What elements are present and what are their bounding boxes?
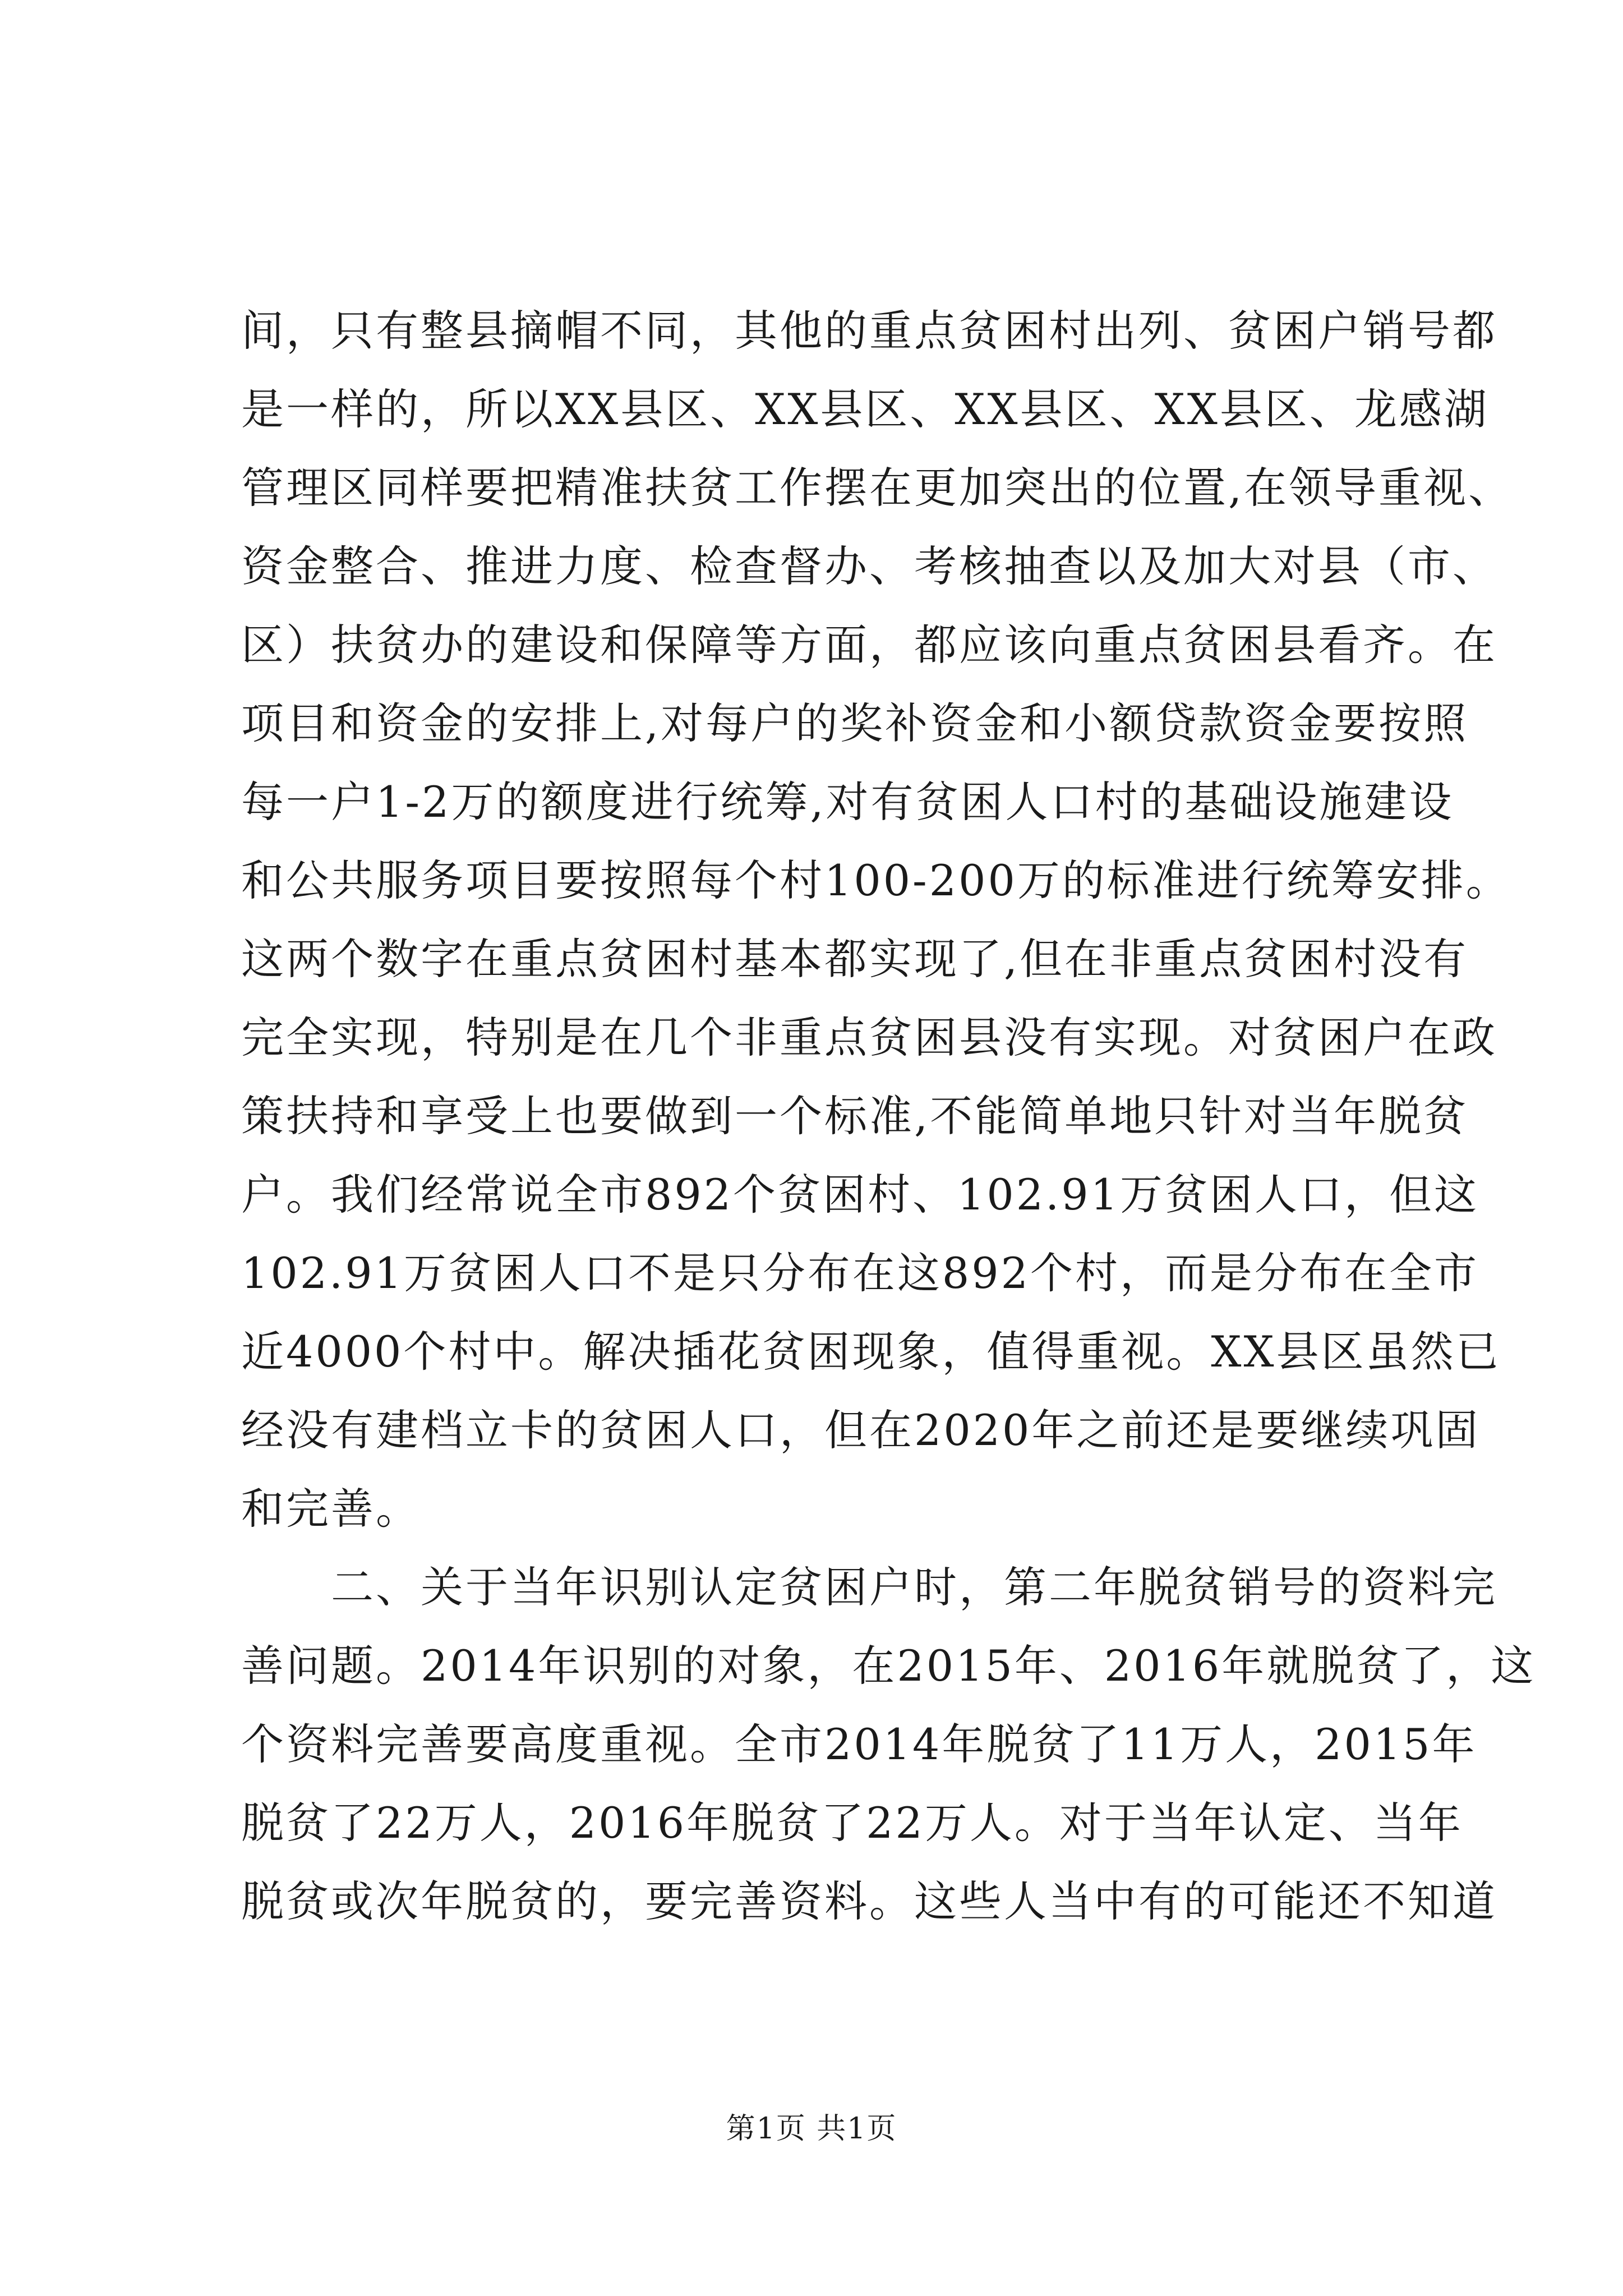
text-line: 策扶持和享受上也要做到一个标准,不能简单地只针对当年脱贫 bbox=[241, 1091, 1469, 1141]
text-line: 经没有建档立卡的贫困人口，但在2020年之前还是要继续巩固 bbox=[241, 1405, 1481, 1455]
text-line: 和公共服务项目要按照每个村100-200万的标准进行统筹安排。 bbox=[241, 855, 1511, 905]
document-body bbox=[241, 292, 1536, 1941]
text-line: 和完善。 bbox=[241, 1484, 421, 1534]
page-footer: 第1页 共1页 bbox=[726, 2112, 897, 2146]
text-line: 项目和资金的安排上,对每户的奖补资金和小额贷款资金要按照 bbox=[241, 698, 1469, 748]
text-line: 近4000个村中。解决插花贫困现象，值得重视。XX县区虽然已 bbox=[241, 1327, 1501, 1377]
text-line: 区）扶贫办的建设和保障等方面，都应该向重点贫困县看齐。在 bbox=[241, 620, 1497, 670]
text-line: 个资料完善要高度重视。全市2014年脱贫了11万人，2015年 bbox=[241, 1719, 1477, 1769]
text-line: 善问题。2014年识别的对象，在2015年、2016年就脱贫了，这 bbox=[241, 1641, 1536, 1691]
text-line: 完全实现，特别是在几个非重点贫困县没有实现。对贫困户在政 bbox=[241, 1013, 1497, 1062]
text-line: 脱贫了22万人，2016年脱贫了22万人。对于当年认定、当年 bbox=[241, 1798, 1463, 1848]
text-line: 资金整合、推进力度、检查督办、考核抽查以及加大对县（市、 bbox=[241, 541, 1497, 591]
text-line: 户。我们经常说全市892个贫困村、102.91万贫困人口，但这 bbox=[241, 1170, 1479, 1220]
text-line: 是一样的，所以XX县区、XX县区、XX县区、XX县区、龙感湖 bbox=[241, 384, 1489, 434]
text-line: 每一户1-2万的额度进行统筹,对有贫困人口村的基础设施建设 bbox=[241, 777, 1454, 827]
text-line: 脱贫或次年脱贫的，要完善资料。这些人当中有的可能还不知道 bbox=[241, 1876, 1497, 1926]
text-line: 二、关于当年识别认定贫困户时，第二年脱贫销号的资料完 bbox=[241, 1562, 1497, 1612]
text-line: 102.91万贫困人口不是只分布在这892个村，而是分布在全市 bbox=[241, 1248, 1479, 1298]
text-line: 间，只有整县摘帽不同，其他的重点贫困村出列、贫困户销号都 bbox=[241, 306, 1497, 356]
text-line: 管理区同样要把精准扶贫工作摆在更加突出的位置,在领导重视、 bbox=[241, 463, 1514, 513]
text-line: 这两个数字在重点贫困村基本都实现了,但在非重点贫困村没有 bbox=[241, 934, 1469, 984]
